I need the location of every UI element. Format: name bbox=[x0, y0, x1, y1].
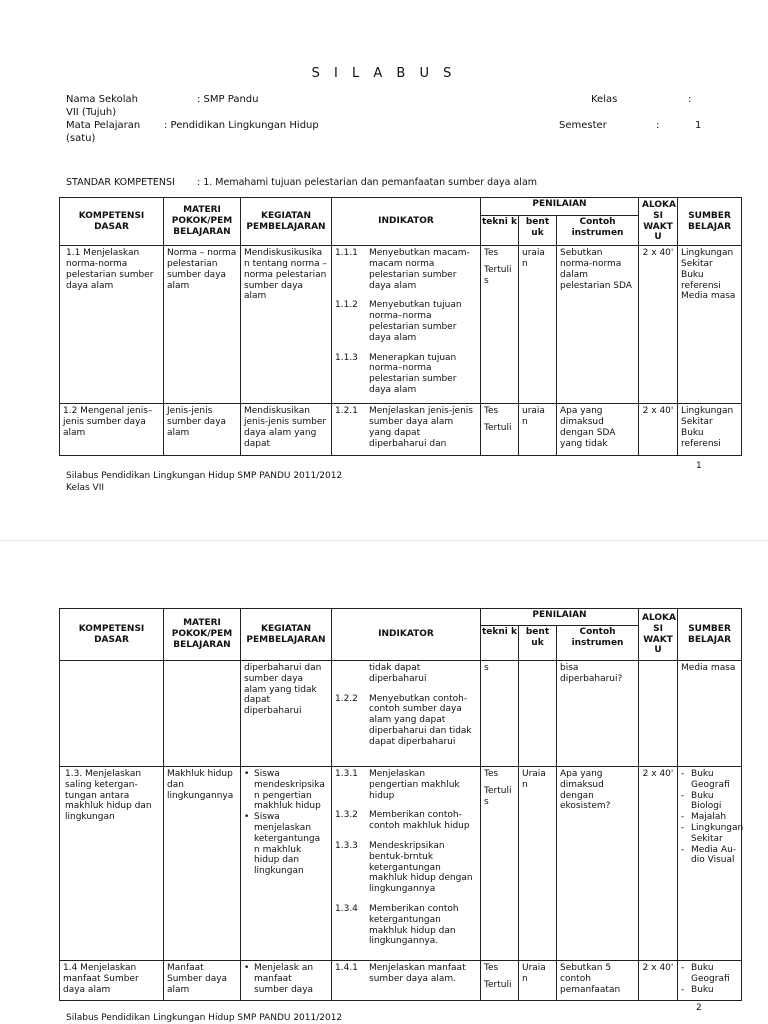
header-sumber: SUMBER BELAJAR bbox=[678, 198, 742, 246]
indikator-cell: 1.4.1 Menjelaskan manfaat sumber daya alam. bbox=[332, 961, 481, 1001]
sumber-cell: - Buku Geografi - Buku bbox=[678, 961, 742, 1001]
alokasi-cell: 2 x 40' bbox=[639, 246, 678, 404]
kd-cell: 1.1 Menjelaskan norma-norma pelestarian sumber daya alam bbox=[60, 246, 164, 404]
indikator-cell: 1.2.1 Menjelaskan jenis-jenis sumber daya alam yang dapat diperbaharui dan bbox=[332, 404, 481, 456]
alokasi-cell bbox=[639, 661, 678, 767]
header-materi: MATERI POKOK/PEM BELAJARAN bbox=[164, 198, 241, 246]
semester-label: Semester bbox=[559, 120, 607, 131]
kd-cell bbox=[60, 661, 164, 767]
header-sumber: SUMBER BELAJAR bbox=[678, 609, 742, 661]
page-number: 1 bbox=[696, 461, 702, 471]
header-alokasi: ALOKA SI WAKT U bbox=[639, 198, 678, 246]
page-number: 2 bbox=[696, 1003, 702, 1013]
header-kegiatan: KEGIATAN PEMBELAJARAN bbox=[241, 198, 332, 246]
header-indikator: INDIKATOR bbox=[332, 609, 481, 661]
kd-cell: 1.2 Mengenal jenis–jenis sumber daya alam bbox=[60, 404, 164, 456]
syllabus-table-page2 bbox=[59, 608, 742, 1001]
kd-cell: 1.4 Menjelaskan manfaat Sumber daya alam bbox=[60, 961, 164, 1001]
bentuk-cell: uraia n bbox=[519, 246, 557, 404]
alokasi-cell: 2 x 40' bbox=[639, 961, 678, 1001]
materi-cell: Makhluk hidup dan lingkungannya bbox=[164, 767, 241, 961]
header-kompetensi-dasar: KOMPETENSI DASAR bbox=[60, 609, 164, 661]
table-row bbox=[60, 961, 742, 1001]
header-teknik: tekni k bbox=[481, 626, 519, 661]
teknik-cell: Tes Tertuli bbox=[481, 961, 519, 1001]
semester-value-text: (satu) bbox=[66, 133, 96, 144]
semester-value: 1 bbox=[695, 120, 702, 131]
indikator-cell: tidak dapat diperbaharui 1.2.2 Menyebutkan contoh-contoh sumber daya alam yang dapat diperbaharui dan tidak dapat diperbaharui bbox=[332, 661, 481, 767]
school-label: Nama Sekolah bbox=[66, 94, 138, 105]
sumber-cell: Media masa bbox=[678, 661, 742, 767]
contoh-cell: Sebutkan norma-norma dalam pelestarian SDA bbox=[557, 246, 639, 404]
header-indikator: INDIKATOR bbox=[332, 198, 481, 246]
class-value: VII (Tujuh) bbox=[66, 107, 117, 118]
kegiatan-cell: diperbaharui dan sumber daya alam yang tidak dapat diperbaharui bbox=[241, 661, 332, 767]
kegiatan-cell: Mendiskusikusika n tentang norma –norma pelestarian sumber daya alam bbox=[241, 246, 332, 404]
header-bentuk: bent uk bbox=[519, 215, 557, 245]
standard-label: STANDAR KOMPETENSI bbox=[66, 177, 175, 188]
alokasi-cell: 2 x 40' bbox=[639, 404, 678, 456]
bentuk-cell: Uraia n bbox=[519, 961, 557, 1001]
header-kegiatan: KEGIATAN PEMBELAJARAN bbox=[241, 609, 332, 661]
footer-text: Silabus Pendidikan Lingkungan Hidup SMP PANDU 2011/2012 bbox=[66, 1013, 343, 1023]
indikator-cell: 1.3.1 Menjelaskan pengertian makhluk hidup 1.3.2 Memberikan contoh-contoh makhluk hidup 1.3.3 Mendeskripsikan bentuk-brntuk ketergantungan makhluk hidup dengan lingkungannya 1.3.4 Memberikan contoh ketergantungan makhluk hidup dan lingkungannya. bbox=[332, 767, 481, 961]
header-kompetensi-dasar: KOMPETENSI DASAR bbox=[60, 198, 164, 246]
header-teknik: tekni k bbox=[481, 215, 519, 245]
subject-label: Mata Pelajaran bbox=[66, 120, 141, 131]
teknik-cell: s bbox=[481, 661, 519, 767]
contoh-cell: Apa yang dimaksud dengan ekosistem? bbox=[557, 767, 639, 961]
header-bentuk: bent uk bbox=[519, 626, 557, 661]
header-alokasi: ALOKA SI WAKT U bbox=[639, 609, 678, 661]
alokasi-cell: 2 x 40' bbox=[639, 767, 678, 961]
sumber-cell: Lingkungan Sekitar Buku referensi bbox=[678, 404, 742, 456]
standard-value: : 1. Memahami tujuan pelestarian dan pemanfaatan sumber daya alam bbox=[197, 177, 538, 188]
sumber-cell: Lingkungan Sekitar Buku referensi Media masa bbox=[678, 246, 742, 404]
header-materi: MATERI POKOK/PEM BELAJARAN bbox=[164, 609, 241, 661]
semester-colon: : bbox=[656, 120, 660, 131]
bullet-icon: • bbox=[244, 769, 250, 779]
materi-cell: Norma – norma pelestarian sumber daya alam bbox=[164, 246, 241, 404]
sumber-cell: - Buku Geografi - Buku Biologi - Majalah - Lingkungan Sekitar - Media Au- dio Visual bbox=[678, 767, 742, 961]
bentuk-cell: Uraia n bbox=[519, 767, 557, 961]
header-penilaian: PENILAIAN bbox=[481, 609, 639, 626]
kegiatan-cell: Mendiskusikan jenis-jenis sumber daya alam yang dapat bbox=[241, 404, 332, 456]
bentuk-cell bbox=[519, 661, 557, 767]
syllabus-table-page1 bbox=[59, 197, 742, 456]
materi-cell: Manfaat Sumber daya alam bbox=[164, 961, 241, 1001]
kd-cell: 1.3. Menjelaskan saling ketergan- tungan antara makhluk hidup dan lingkungan bbox=[60, 767, 164, 961]
bullet-icon: • bbox=[244, 812, 250, 823]
table-row bbox=[60, 767, 742, 961]
page-divider bbox=[0, 540, 768, 541]
bullet-icon: • bbox=[244, 963, 250, 973]
contoh-cell: Apa yang dimaksud dengan SDA yang tidak bbox=[557, 404, 639, 456]
table-row bbox=[60, 404, 742, 456]
contoh-cell: bisa diperbaharui? bbox=[557, 661, 639, 767]
header-contoh: Contoh instrumen bbox=[557, 626, 639, 661]
table-row bbox=[60, 661, 742, 767]
table-row bbox=[60, 246, 742, 404]
bentuk-cell: uraia n bbox=[519, 404, 557, 456]
header-penilaian: PENILAIAN bbox=[481, 198, 639, 216]
indikator-cell: 1.1.1 Menyebutkan macam-macam norma pelestarian sumber daya alam 1.1.2 Menyebutkan tujuan norma–norma pelestarian sumber daya alam 1.1.3 Menerapkan tujuan norma–norma pelestarian sumber daya alam bbox=[332, 246, 481, 404]
footer-text: Silabus Pendidikan Lingkungan Hidup SMP PANDU 2011/2012 bbox=[66, 471, 343, 481]
class-label: Kelas bbox=[591, 94, 618, 105]
teknik-cell: Tes Tertuli s bbox=[481, 246, 519, 404]
teknik-cell: Tes Tertuli bbox=[481, 404, 519, 456]
materi-cell bbox=[164, 661, 241, 767]
document-title: S I L A B U S bbox=[311, 66, 457, 81]
school-value: : SMP Pandu bbox=[197, 94, 259, 105]
materi-cell: Jenis-jenis sumber daya alam bbox=[164, 404, 241, 456]
kegiatan-cell: • Siswa mendeskripsika n pengertian makhluk hidup • Siswa menjelaskan ketergantunga n makhluk hidup dan lingkungan bbox=[241, 767, 332, 961]
contoh-cell: Sebutkan 5 contoh pemanfaatan bbox=[557, 961, 639, 1001]
kegiatan-cell: • Menjelask an manfaat sumber daya bbox=[241, 961, 332, 1001]
teknik-cell: Tes Tertuli s bbox=[481, 767, 519, 961]
footer-class: Kelas VII bbox=[66, 483, 105, 493]
header-contoh: Contoh instrumen bbox=[557, 215, 639, 245]
subject-value: : Pendidikan Lingkungan Hidup bbox=[164, 120, 319, 131]
class-colon: : bbox=[688, 94, 692, 105]
